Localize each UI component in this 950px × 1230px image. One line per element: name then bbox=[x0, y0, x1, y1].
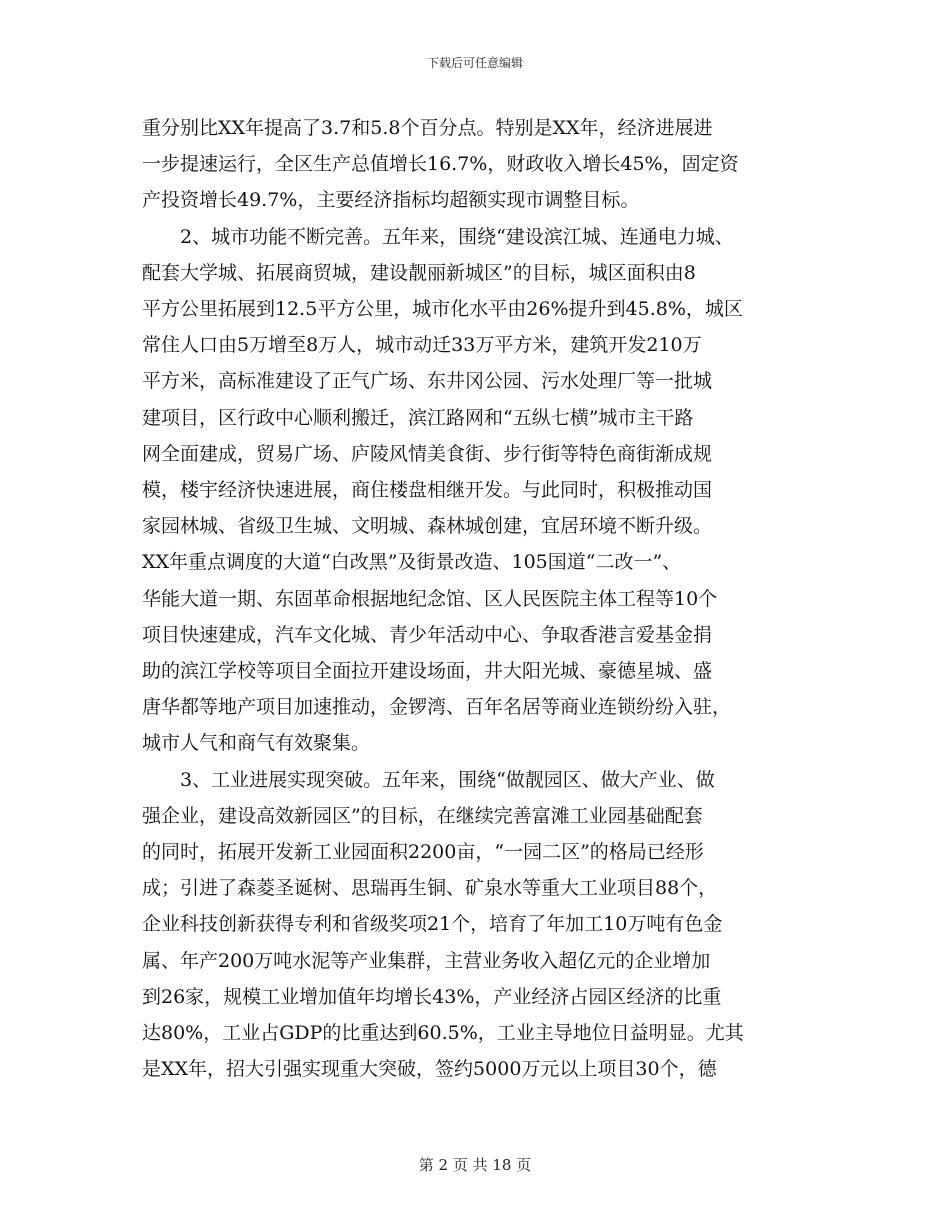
text-line: 网全面建成，贸易广场、庐陵风情美食街、步行街等特色商街渐成规 bbox=[142, 442, 713, 465]
text-line: 是XX年，招大引强实现重大突破，签约5000万元以上项目30个，德 bbox=[142, 1058, 717, 1081]
text-line: 成；引进了森菱圣诞树、思瑞再生铜、矿泉水等重大工业项目88个， bbox=[142, 877, 718, 900]
text-line: 城市人气和商气有效聚集。 bbox=[142, 732, 371, 755]
text-line: 强企业，建设高效新园区”的目标，在继续完善富滩工业园基础配套 bbox=[142, 804, 703, 827]
text-line: 家园林城、省级卫生城、文明城、森林城创建，宜居环境不断升级。 bbox=[142, 515, 713, 538]
text-line: 属、年产200万吨水泥等产业集群，主营业务收入超亿元的企业增加 bbox=[142, 949, 711, 972]
text-line: 达80%，工业占GDP的比重达到60.5%，工业主导地位日益明显。尤其 bbox=[142, 1022, 744, 1045]
text-line: 一步提速运行，全区生产总值增长16.7%，财政收入增长45%，固定资 bbox=[142, 153, 739, 176]
text-line: 配套大学城、拓展商贸城，建设靓丽新城区”的目标，城区面积由8 bbox=[142, 261, 696, 284]
text-line: 3、工业进展实现突破。五年来，围绕“做靓园区、做大产业、做 bbox=[142, 768, 715, 791]
page-header: 下载后可任意编辑 bbox=[426, 56, 523, 70]
text-line: 平方公里拓展到12.5平方公里，城市化水平由26%提升到45.8%，城区 bbox=[142, 298, 743, 321]
text-line: 建项目，区行政中心顺利搬迁，滨江路网和“五纵七横”城市主干路 bbox=[142, 406, 694, 429]
text-line: 2、城市功能不断完善。五年来，围绕“建设滨江城、连通电力城、 bbox=[142, 225, 734, 248]
text-line: 重分别比XX年提高了3.7和5.8个百分点。特别是XX年，经济进展进 bbox=[142, 117, 713, 139]
text-line: 的同时，拓展开发新工业园面积2200亩，“一园二区”的格局已经形 bbox=[142, 841, 704, 864]
page-footer: 第 2 页 共 18 页 bbox=[418, 1156, 532, 1174]
text-line: 到26家，规模工业增加值年均增长43%，产业经济占园区经济的比重 bbox=[142, 985, 722, 1008]
text-line: 产投资增长49.7%，主要经济指标均超额实现市调整目标。 bbox=[142, 189, 640, 212]
text-line: 平方米，高标准建设了正气广场、东井冈公园、污水处理厂等一批城 bbox=[142, 370, 713, 393]
text-line: 唐华都等地产项目加速推动，金锣湾、百年名居等商业连锁纷纷入驻， bbox=[142, 696, 732, 719]
body-text bbox=[142, 110, 810, 1087]
text-line: XX年重点调度的大道“白改黑”及街景改造、105国道“二改一”、 bbox=[142, 551, 682, 574]
text-line: 助的滨江学校等项目全面拉开建设场面，井大阳光城、豪德星城、盛 bbox=[142, 660, 713, 683]
text-line: 常住人口由5万增至8万人，城市动迁33万平方米，建筑开发210万 bbox=[142, 334, 702, 357]
text-line: 华能大道一期、东固革命根据地纪念馆、区人民医院主体工程等10个 bbox=[142, 587, 718, 610]
text-line: 模，楼宇经济快速进展，商住楼盘相继开发。与此同时，积极推动国 bbox=[142, 479, 713, 502]
text-line: 企业科技创新获得专利和省级奖项21个，培育了年加工10万吨有色金 bbox=[142, 913, 723, 936]
text-line: 项目快速建成，汽车文化城、青少年活动中心、争取香港言爱基金捐 bbox=[142, 623, 713, 646]
